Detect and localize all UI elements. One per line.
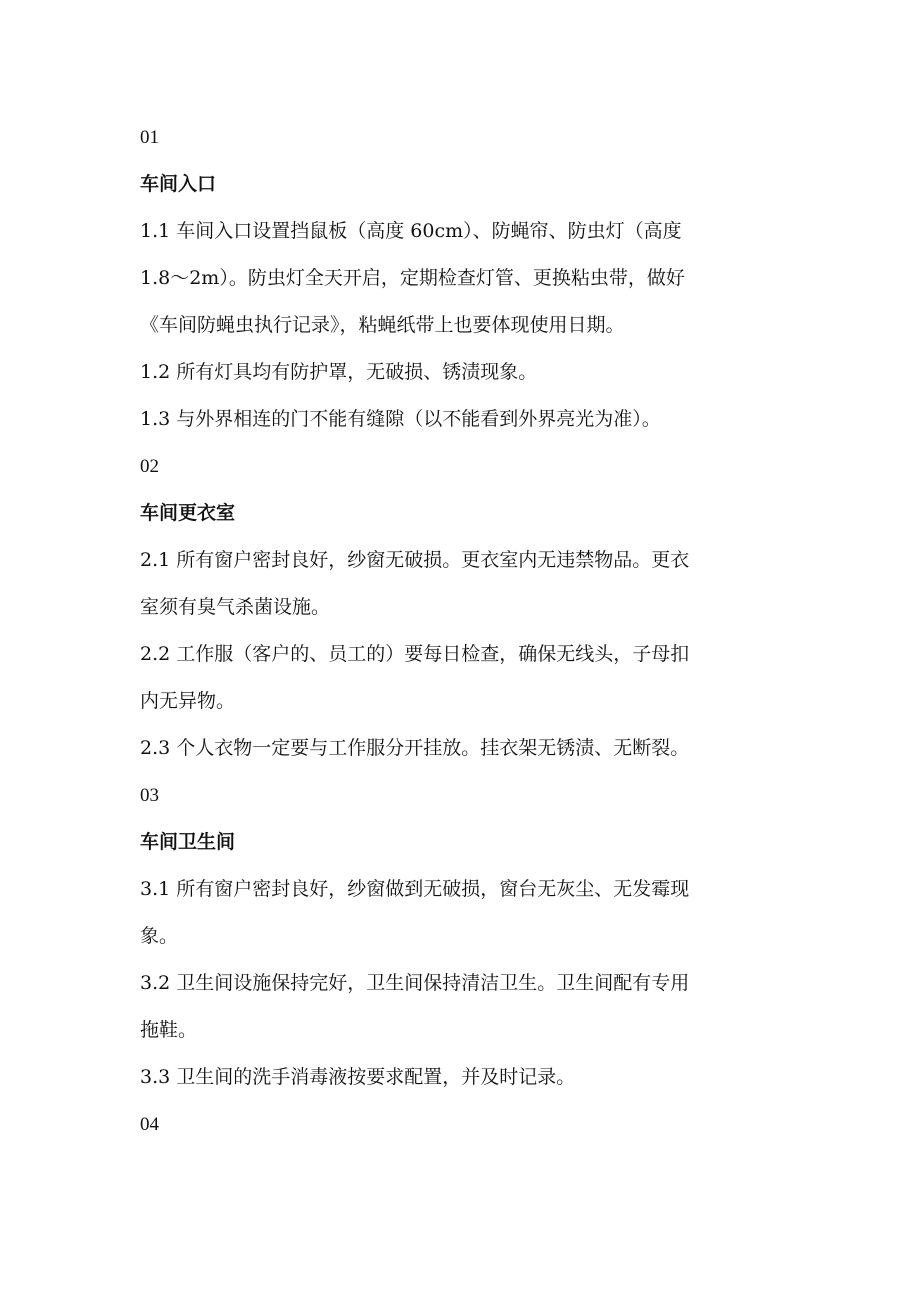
section-title: 车间入口 [140, 173, 217, 195]
paragraph-line: 2.3 个人衣物一定要与工作服分开挂放。挂衣架无锈渍、无断裂。 [140, 737, 690, 759]
paragraph-line: 3.1 所有窗户密封良好，纱窗做到无破损，窗台无灰尘、无发霉现 [140, 878, 690, 900]
section-number: 01 [140, 127, 159, 148]
paragraph-line: 1.8～2m）。防虫灯全天开启，定期检查灯管、更换粘虫带，做好 [140, 267, 685, 289]
paragraph-line: 3.3 卫生间的洗手消毒液按要求配置，并及时记录。 [140, 1066, 576, 1088]
section-03 [140, 772, 780, 1101]
section-01 [140, 114, 780, 443]
section-number: 02 [140, 456, 159, 477]
paragraph-line: 室须有臭气杀菌设施。 [140, 596, 331, 618]
section-02 [140, 443, 780, 772]
paragraph-line: 1.3 与外界相连的门不能有缝隙（以不能看到外界亮光为准）。 [140, 408, 661, 430]
paragraph-line: 1.1 车间入口设置挡鼠板（高度 60cm）、防蝇帘、防虫灯（高度 [140, 220, 682, 242]
paragraph-line: 2.2 工作服（客户的、员工的）要每日检查，确保无线头，子母扣 [140, 643, 690, 665]
paragraph-2-1 [140, 537, 780, 631]
section-04 [140, 1101, 780, 1148]
paragraph-line: 象。 [140, 925, 179, 947]
paragraph-line: 3.2 卫生间设施保持完好，卫生间保持清洁卫生。卫生间配有专用 [140, 972, 690, 994]
section-title: 车间卫生间 [140, 831, 236, 853]
paragraph-line: 《车间防蝇虫执行记录》，粘蝇纸带上也要体现使用日期。 [140, 314, 625, 336]
paragraph-line: 1.2 所有灯具均有防护罩，无破损、锈渍现象。 [140, 361, 538, 383]
paragraph-1-1 [140, 208, 780, 349]
paragraph-2-2 [140, 631, 780, 725]
paragraph-line: 拖鞋。 [140, 1019, 198, 1041]
paragraph-line: 2.1 所有窗户密封良好，纱窗无破损。更衣室内无违禁物品。更衣 [140, 549, 690, 571]
document-body [140, 114, 780, 1148]
paragraph-1-2 [140, 349, 780, 396]
paragraph-2-3 [140, 725, 780, 772]
section-title: 车间更衣室 [140, 502, 236, 524]
paragraph-line: 内无异物。 [140, 690, 236, 712]
paragraph-3-3 [140, 1054, 780, 1101]
paragraph-3-2 [140, 960, 780, 1054]
paragraph-3-1 [140, 866, 780, 960]
section-number: 04 [140, 1114, 159, 1135]
section-number: 03 [140, 785, 159, 806]
paragraph-1-3 [140, 396, 780, 443]
